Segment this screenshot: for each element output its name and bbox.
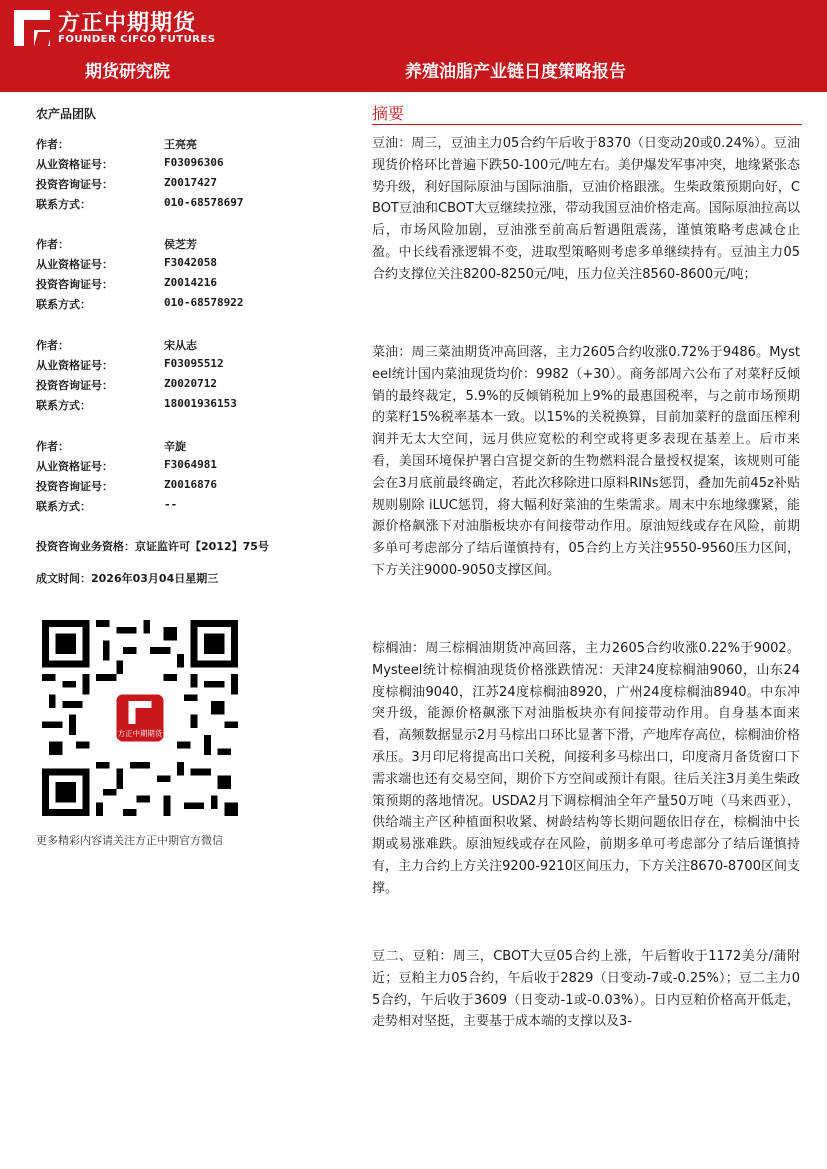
cert-label: 从业资格证号：	[36, 258, 113, 271]
team-name: 农产品团队	[36, 107, 97, 121]
advisor-number: Z0014216	[164, 276, 217, 289]
cert-label: 从业资格证号：	[36, 158, 113, 171]
abstract-title: 摘要	[372, 104, 405, 123]
advisor-label: 投资咨询证号：	[36, 178, 113, 191]
contact-phone: 010-68578697	[164, 196, 244, 209]
contact-phone: 010-68578922	[164, 296, 244, 309]
advisor-number: Z0017427	[164, 176, 217, 189]
palm-oil-paragraph: 棕榈油：周三棕榈油期货冲高回落，主力2605合约收涨0.22%于9002。Mysteel统计棕榈油现货价格涨跌情况：天津24度棕榈油9060，山东24度棕榈油9040，江苏24度棕榈油8920，广州24度棕榈油8940。中东冲突升级，能源价格飙涨下对油脂板块亦有间接带动作用。自身基本面来看，高频数据显示2月马棕出口环比显著下滑，产地库存高位，棕榈油价格承压。3月印尼将提高出口关税，间接利多马棕出口，印度斋月备货窗口下需求端也还有交易空间，期价下方空间或预计有限。往后关注3月美生柴政策预期的落地情况。USDA2月下调棕榈油全年产量50万吨（马来西亚），供给端主产区种植面积收紧、树龄结构等长期问题依旧存在，棕榈油中长期或易涨难跌。原油短线或存在风险，前期多单可考虑部分了结后谨慎持有，主力合约上方关注9200-9210区间压力，下方关注8670-8700区间支撑。	[372, 641, 800, 896]
author-name: 侯芝芳	[164, 238, 197, 251]
soybean-oil-paragraph: 豆油：周三，豆油主力05合约午后收于8370（日变动20或0.24%）。豆油现货价格环比普遍下跌50-100元/吨左右。美伊爆发军事冲突，地缘紧张态势升级，利好国际原油与国际油脂，豆油价格跟涨。生柴政策预期向好，CBOT豆油和CBOT大豆继续拉涨，带动我国豆油价格走高。国际原油拉高以后，市场风险加剧，豆油涨至前高后暂遇阻震荡，谨慎策略考虑减仓止盈。中长线看涨逻辑不变，进取型策略则考虑多单继续持有。豆油主力05合约支撑位关注8200-8250元/吨，压力位关注8560-8600元/吨；	[372, 136, 800, 282]
report-title: 养殖油脂产业链日度策略报告	[405, 62, 626, 82]
wechat-qr-code-icon	[42, 620, 238, 816]
soybean-meal-paragraph: 豆二、豆粕：周三，CBOT大豆05合约上涨，午后暂收于1172美分/蒲附近；豆粕主力05合约，午后收于2829（日变动-7或-0.25%）；豆二主力05合约，午后收于3609（日变动-1或-0.03%）。日内豆粕价格高开低走，走势相对坚挺，主要基于成本端的支撑以及3-	[372, 949, 800, 1030]
rapeseed-oil-paragraph: 菜油：周三菜油期货冲高回落，主力2605合约收涨0.72%于9486。Mysteel统计国内菜油现货均价：9982（+30）。商务部周六公布了对菜籽反倾销的最终裁定，5.9%的反倾销税加上9%的最惠国税率，与之前市场预期的菜籽15%税率基本一致。以15%的关税换算，目前加菜籽的盘面压榨利润并无太大空间，远月供应宽松的利空或将更多表现在基差上。后市来看，美国环境保护署白宫提交新的生物燃料混合量授权提案，该规则可能会在3月底前最终确定，若此次移除进口原料RINs惩罚，叠加先前45z补贴规则剔除 iLUC惩罚，将大幅利好菜油的生柴需求。周末中东地缘骤紧，能源价格飙涨下对油脂板块亦有间接带动作用。原油短线或存在风险，前期多单可考虑部分了结后谨慎持有，05合约上方关注9550-9560压力区间，下方关注9000-9050支撑区间。	[372, 345, 800, 578]
contact-label: 联系方式：	[36, 198, 91, 211]
contact-phone: 18001936153	[164, 397, 237, 410]
author-label: 作者：	[36, 440, 69, 453]
author-name: 王亮亮	[164, 138, 197, 151]
advisor-number: Z0016876	[164, 478, 217, 491]
logo-english-name: FOUNDER CIFCO FUTURES	[58, 34, 216, 45]
cert-number: F03095512	[164, 357, 224, 370]
contact-label: 联系方式：	[36, 399, 91, 412]
author-name: 宋从志	[164, 339, 197, 352]
advisor-number: Z0020712	[164, 377, 217, 390]
report-date: 成文时间：2026年03月04日星期三	[36, 572, 219, 585]
report-header	[0, 0, 827, 92]
author-label: 作者：	[36, 238, 69, 251]
author-label: 作者：	[36, 339, 69, 352]
cert-label: 从业资格证号：	[36, 359, 113, 372]
advisor-label: 投资咨询证号：	[36, 278, 113, 291]
contact-phone: --	[164, 498, 178, 511]
license-info: 投资咨询业务资格：京证监许可【2012】75号	[36, 540, 269, 553]
contact-label: 联系方式：	[36, 298, 91, 311]
department-name: 期货研究院	[85, 62, 170, 82]
author-name: 辛旋	[164, 440, 186, 453]
advisor-label: 投资咨询证号：	[36, 379, 113, 392]
qr-caption: 更多精彩内容请关注方正中期官方微信	[36, 834, 223, 847]
qr-center-text: 方正中期期货	[117, 729, 163, 739]
cert-number: F3064981	[164, 458, 217, 471]
cert-number: F3042058	[164, 256, 217, 269]
cert-number: F03096306	[164, 156, 224, 169]
abstract-divider	[372, 124, 802, 125]
cert-label: 从业资格证号：	[36, 460, 113, 473]
company-logo-icon	[14, 10, 50, 46]
contact-label: 联系方式：	[36, 500, 91, 513]
advisor-label: 投资咨询证号：	[36, 480, 113, 493]
logo-chinese-name: 方正中期期货	[58, 11, 197, 36]
author-label: 作者：	[36, 138, 69, 151]
